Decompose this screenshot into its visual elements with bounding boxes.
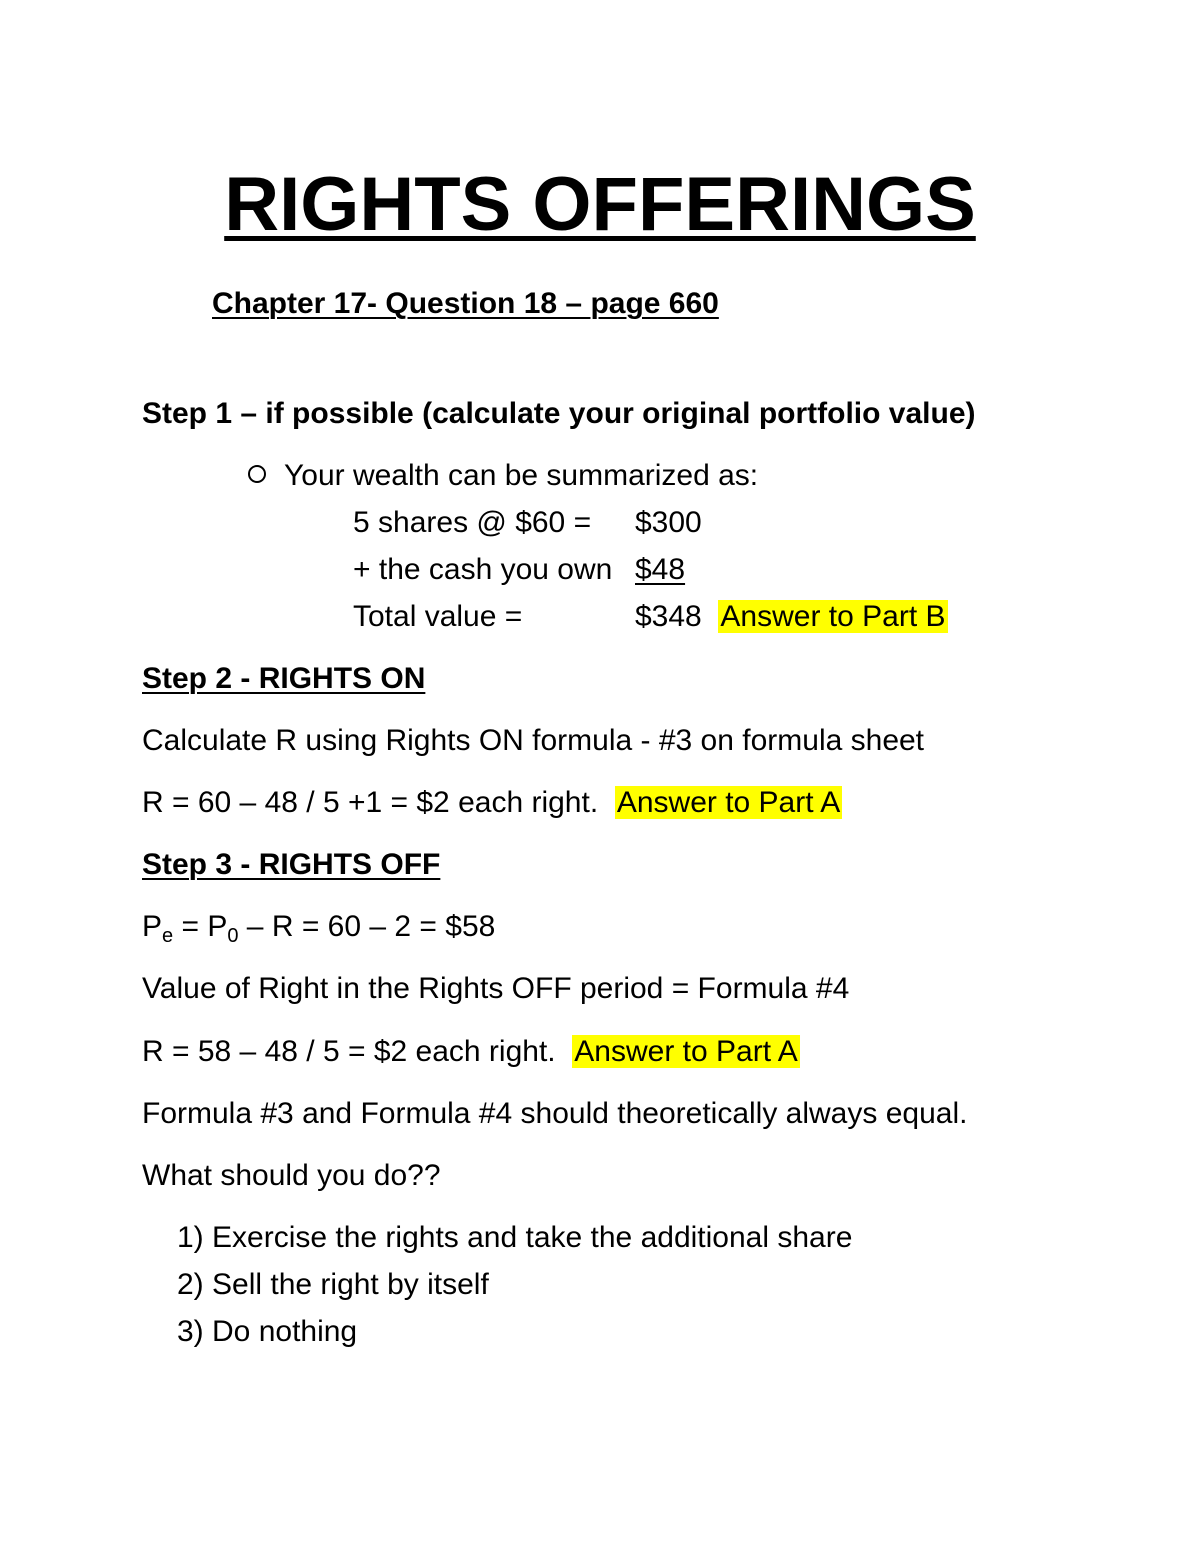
pe-subscript: e [162,925,174,947]
answer-part-a-highlight: Answer to Part A [616,786,841,819]
step2-heading: Step 2 - RIGHTS ON [142,662,426,695]
wealth-row-label: Total value = [353,600,523,633]
step3-result-text: R = 58 – 48 / 5 = $2 each right. [142,1035,556,1068]
pe-symbol: P [142,910,163,943]
page-title: RIGHTS OFFERINGS [224,162,976,247]
p0-symbol: = P [173,910,228,943]
option-item: 1) Exercise the rights and take the additional share [177,1221,853,1254]
step3-heading: Step 3 - RIGHTS OFF [142,848,441,881]
wealth-row-total [353,599,946,635]
wealth-row-cash [353,552,686,588]
wealth-row-value [635,599,948,635]
chapter-subtitle: Chapter 17- Question 18 – page 660 [212,287,719,320]
circle-bullet-icon [248,465,266,483]
step3-line-result [142,1034,800,1070]
step1-bullet-item [248,458,758,494]
step1-heading: Step 1 – if possible (calculate your original portfolio value) [142,397,976,430]
step2-result-text: R = 60 – 48 / 5 +1 = $2 each right. [142,786,599,819]
step2-line-formula: Calculate R using Rights ON formula - #3 on formula sheet [142,724,925,757]
p0-subscript: 0 [227,925,239,947]
pe-equation-rest: – R = 60 – 2 = $58 [238,910,496,943]
step2-line-result [142,785,842,821]
step1-bullet-text: Your wealth can be summarized as: [284,459,759,492]
total-value: $348 [635,600,702,633]
option-item: 2) Sell the right by itself [177,1268,489,1301]
wealth-row-shares [353,505,702,541]
answer-part-a-highlight: Answer to Part A [574,1035,798,1068]
wealth-row-value: $300 [635,506,702,539]
option-item: 3) Do nothing [177,1315,358,1348]
step3-line-question: What should you do?? [142,1159,441,1192]
wealth-row-label: + the cash you own [353,553,613,586]
wealth-row-value: $48 [635,553,686,586]
step3-line-equality: Formula #3 and Formula #4 should theoretically always equal. [142,1097,968,1130]
step3-pe-equation [142,909,495,945]
wealth-row-label: 5 shares @ $60 = [353,506,592,539]
step3-line-formula: Value of Right in the Rights OFF period = Formula #4 [142,972,850,1005]
answer-part-b-highlight: Answer to Part B [720,600,946,633]
